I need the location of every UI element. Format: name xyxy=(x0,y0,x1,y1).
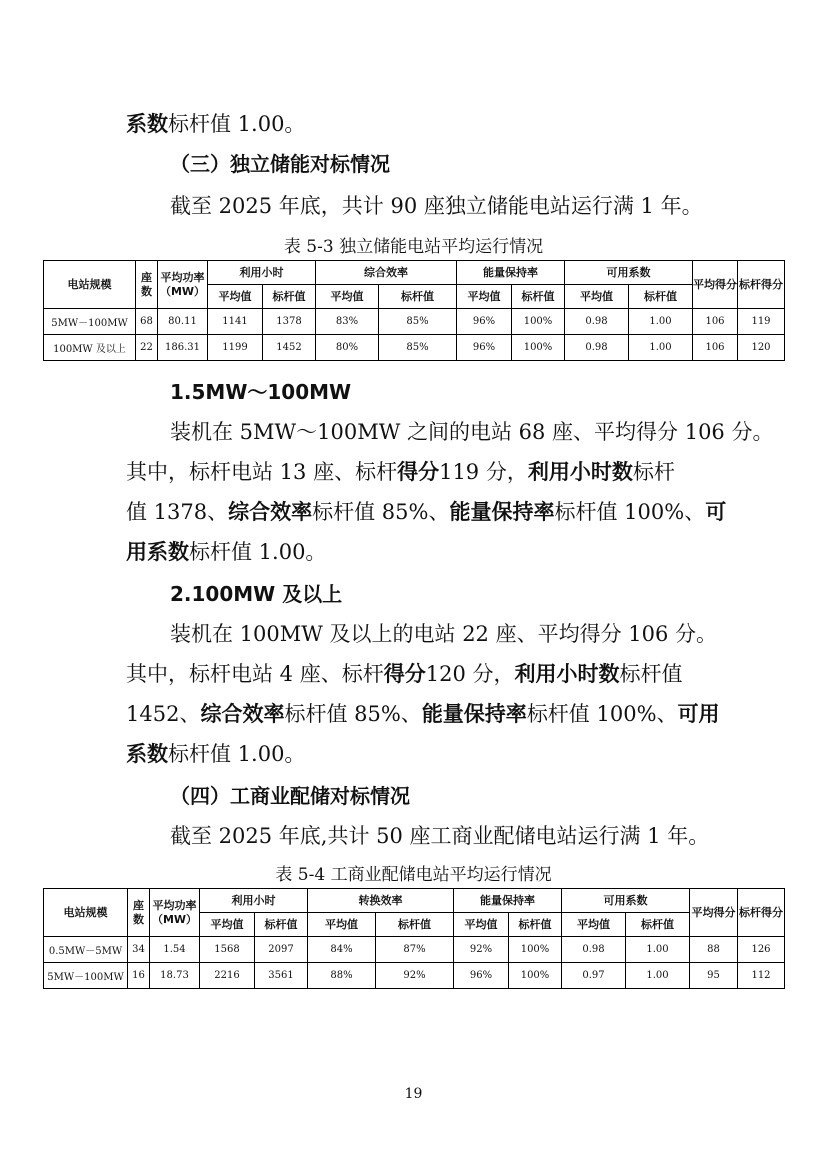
col-header-conversion: 转换效率 xyxy=(308,889,454,913)
table-caption: 表 5-3 独立储能电站平均运行情况 xyxy=(283,237,544,257)
paragraph-line: 装机在 100MW 及以上的电站 22 座、平均得分 106 分。 xyxy=(170,622,718,646)
subsection-heading: 1.5MW～100MW xyxy=(170,380,352,404)
col-header-bench-score: 标杆得分 xyxy=(738,889,785,937)
col-header-availability: 可用系数 xyxy=(565,261,693,285)
table-caption: 表 5-4 工商业配储电站平均运行情况 xyxy=(275,865,552,885)
paragraph-line: 装机在 5MW～100MW 之间的电站 68 座、平均得分 106 分。 xyxy=(170,420,774,444)
col-header-avg: 平均值 xyxy=(454,913,509,937)
col-header-retention: 能量保持率 xyxy=(454,889,562,913)
paragraph-line: 系数标杆值 1.00。 xyxy=(126,112,306,136)
col-header-power: 平均功率（MW） xyxy=(150,889,200,937)
col-header-avg-score: 平均得分 xyxy=(693,261,738,309)
section-heading: （四）工商业配储对标情况 xyxy=(170,784,410,808)
paragraph-line: 截至 2025 年底,共计 50 座工商业配储电站运行满 1 年。 xyxy=(170,824,710,848)
col-header-hours: 利用小时 xyxy=(200,889,308,913)
table-row: 5MW－100MW 16 18.73 2216 3561 88% 92% 96% 100% 0.97 1.00 95 112 xyxy=(44,963,785,989)
paragraph-line: 其中，标杆电站 13 座、标杆得分119 分，利用小时数标杆 xyxy=(126,460,675,484)
col-header-avg: 平均值 xyxy=(316,285,379,309)
col-header-bench: 标杆值 xyxy=(629,285,693,309)
table-row: 5MW－100MW 68 80.11 1141 1378 83% 85% 96% 100% 0.98 1.00 106 119 xyxy=(44,309,785,335)
subsection-heading: 2.100MW 及以上 xyxy=(170,582,343,606)
commercial-storage-table xyxy=(43,888,785,989)
col-header-bench: 标杆值 xyxy=(379,285,457,309)
table-row: 0.5MW－5MW 34 1.54 1568 2097 84% 87% 92% 100% 0.98 1.00 88 126 xyxy=(44,937,785,963)
col-header-bench-score: 标杆得分 xyxy=(738,261,785,309)
col-header-bench: 标杆值 xyxy=(509,913,562,937)
section-heading: （三）独立储能对标情况 xyxy=(170,152,390,176)
paragraph-line: 截至 2025 年底，共计 90 座独立储能电站运行满 1 年。 xyxy=(170,194,703,218)
col-header-avg: 平均值 xyxy=(565,285,629,309)
col-header-scale: 电站规模 xyxy=(44,889,128,937)
col-header-bench: 标杆值 xyxy=(512,285,565,309)
col-header-power: 平均功率（MW） xyxy=(158,261,208,309)
page-number: 19 xyxy=(404,1086,423,1102)
col-header-bench: 标杆值 xyxy=(263,285,316,309)
col-header-hours: 利用小时 xyxy=(208,261,316,285)
col-header-scale: 电站规模 xyxy=(44,261,136,309)
col-header-avg: 平均值 xyxy=(208,285,263,309)
col-header-avg: 平均值 xyxy=(308,913,376,937)
col-header-bench: 标杆值 xyxy=(626,913,690,937)
col-header-bench: 标杆值 xyxy=(376,913,454,937)
paragraph-line: 值 1378、综合效率标杆值 85%、能量保持率标杆值 100%、可 xyxy=(126,500,727,524)
col-header-retention: 能量保持率 xyxy=(457,261,565,285)
col-header-efficiency: 综合效率 xyxy=(316,261,457,285)
paragraph-line: 1452、综合效率标杆值 85%、能量保持率标杆值 100%、可用 xyxy=(126,702,720,726)
paragraph-line: 系数标杆值 1.00。 xyxy=(126,742,306,766)
col-header-avg-score: 平均得分 xyxy=(690,889,738,937)
paragraph-line: 其中，标杆电站 4 座、标杆得分120 分，利用小时数标杆值 xyxy=(126,662,683,686)
col-header-availability: 可用系数 xyxy=(562,889,690,913)
table-row: 100MW 及以上 22 186.31 1199 1452 80% 85% 96% 100% 0.98 1.00 106 120 xyxy=(44,335,785,361)
col-header-avg: 平均值 xyxy=(457,285,512,309)
storage-table xyxy=(43,260,785,361)
col-header-bench: 标杆值 xyxy=(255,913,308,937)
col-header-count: 座数 xyxy=(136,261,158,309)
col-header-count: 座数 xyxy=(128,889,150,937)
paragraph-line: 用系数标杆值 1.00。 xyxy=(126,540,327,564)
col-header-avg: 平均值 xyxy=(562,913,626,937)
col-header-avg: 平均值 xyxy=(200,913,255,937)
